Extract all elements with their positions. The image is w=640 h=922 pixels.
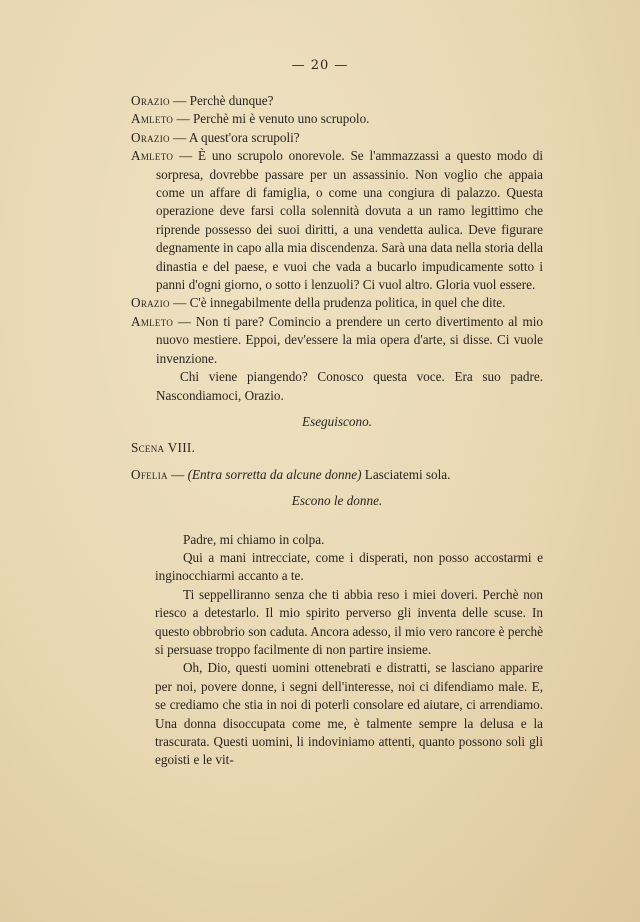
dash: — [171, 466, 185, 482]
line-text: — Perchè mi è venuto uno scrupolo. [176, 111, 370, 127]
line-text: — È uno scrupolo onorevole. Se l'ammazzassi a questo modo di sorpresa, dovrebbe passare per un assassinio. Non voglio che appaia come un affare di famiglia, o come una congiura di palazzo. Questa operazione deve farsi colla solennità dovuta a un ramo legittimo che riprende possesso dei suoi diritti, a una vendetta aulica. Deve figurare degnamente in capo alla mia discendenza. Sarà una data nella storia della dinastia e del paese, e vuoi che vada a bucarlo impudicamente sotto i panni d'ogni giorno, o sotto i lenzuoli? Ci vuol altro. Gloria vuol essere. [156, 148, 543, 293]
dialogue-line [131, 129, 543, 147]
monologue-paragraph: Ti seppelliranno senza che ti abbia reso i miei doveri. Perchè non riesco a detestarlo. Il mio spirito perverso gli inventa delle scuse. In questo obbrobrio son caduta. Ancora adesso, il mio vero rancore è perchè si persuase troppo facilmente di non partire insieme. [155, 586, 543, 657]
stage-direction: Escono le donne. [291, 493, 383, 509]
speaker-name: Orazio [131, 295, 170, 311]
speaker-name: Orazio [131, 129, 170, 145]
line-text: — C'è innegabilmente della prudenza politica, in quel che dite. [173, 295, 506, 311]
dialogue-line [131, 466, 543, 484]
dialogue-continuation: Chi viene piangendo? Conosco questa voce. Era suo padre. Nascondiamoci, Orazio. [156, 369, 543, 403]
dialogue-line [131, 294, 543, 312]
speaker-name: Amleto [131, 313, 174, 329]
dialogue-line [131, 147, 543, 294]
monologue-paragraph: Qui a mani intrecciate, come i disperati, non posso accostarmi e inginocchiarmi accanto a te. [155, 549, 543, 584]
speaker-name: Amleto [131, 148, 174, 164]
stage-direction: Eseguiscono. [302, 413, 372, 429]
monologue-paragraph: Padre, mi chiamo in colpa. [183, 531, 325, 547]
speaker-name: Amleto [131, 111, 174, 127]
line-text: — Perchè dunque? [173, 93, 274, 108]
dialogue-line [131, 313, 543, 368]
stage-direction-inline: (Entra sorretta da alcune donne) [187, 466, 362, 482]
monologue-paragraph: Oh, Dio, questi uomini ottenebrati e distratti, se lasciano apparire per noi, povere donne, i segni dell'interesse, noi ci difendiamo male. E, se crediamo che stia in noi di poterli consolare ed aiutare, ci arrendiamo. Una donna disoccupata come me, è talmente sempre la delusa e la trascurata. Questi uomini, li indoviniamo attenti, quanto possono soli gli egoisti e le vit- [155, 660, 543, 768]
dialogue-line [131, 92, 543, 110]
speaker-name: Orazio [131, 93, 170, 108]
line-text: Lasciatemi sola. [364, 466, 451, 482]
scene-heading: Scena VIII. [131, 440, 196, 456]
speaker-name: Ofelia [131, 466, 168, 482]
line-text: — A quest'ora scrupoli? [173, 129, 300, 145]
page-number: — 20 — [291, 58, 349, 73]
monologue [155, 531, 543, 770]
line-text: — Non ti pare? Comincio a prendere un certo divertimento al mio nuovo mestiere. Eppoi, dev'essere la mia opera d'arte, si disse. Ci vuole invenzione. [156, 313, 543, 366]
page-text [131, 92, 543, 770]
dialogue-line [131, 110, 543, 128]
